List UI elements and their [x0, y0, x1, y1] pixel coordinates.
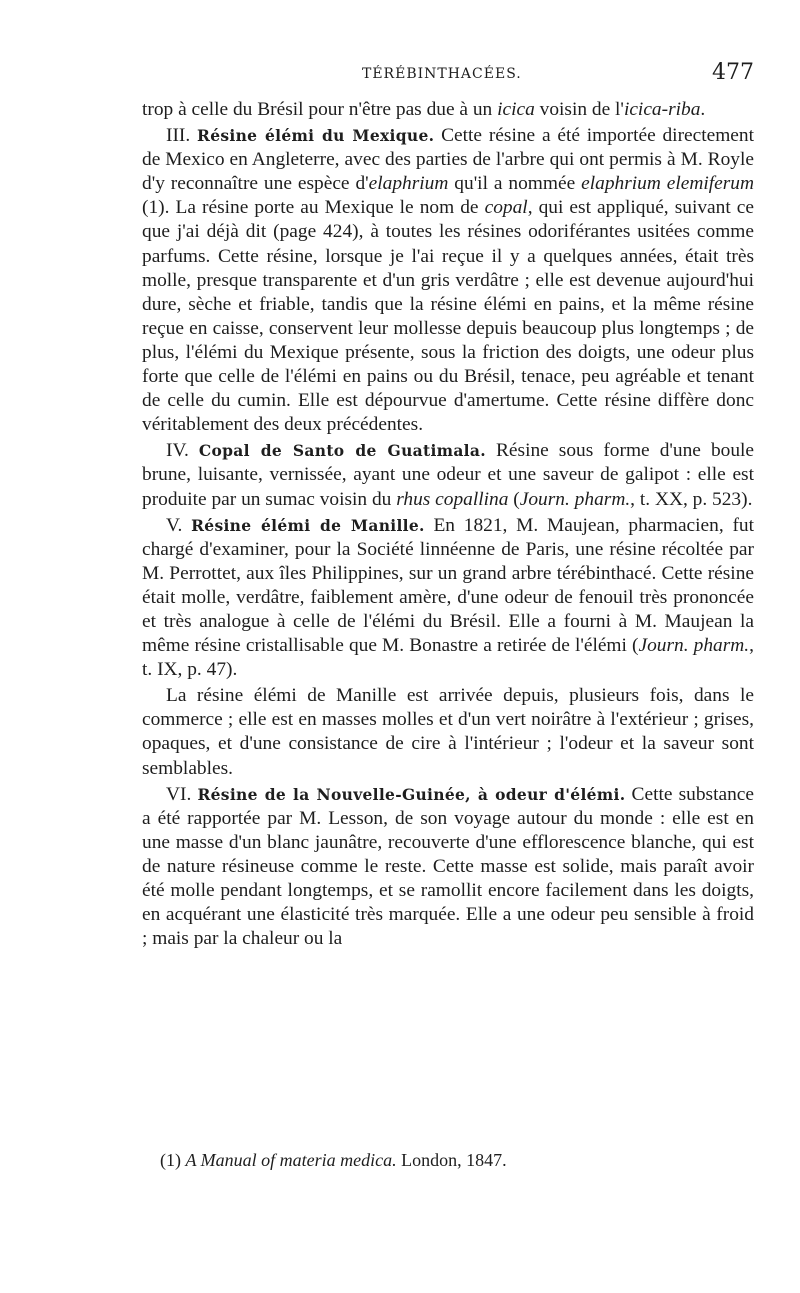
section-iii-elemi-mexique: III. Résine élémi du Mexique. Cette résine a été importée directement de Mexico en Angleterre, avec des parties de l'arbre qui ont permis à M. Royle d'y reconnaître une espèce d'elaphrium qu'il a nommée elaphrium elemiferum (1). La résine porte au Mexique le nom de copal, qui est appliqué, suivant ce que j'ai déjà dit (page 424), à toutes les résines odoriférantes usitées comme parfums. Cette résine, lorsque je l'ai reçue il y a quelques années, était très molle, presque transparente et d'un gris verdâtre ; elle est devenue aujourd'hui dure, sèche et friable, tandis que la résine élémi en pains, et la même résine reçue en caisse, conservent leur mollesse depuis beaucoup plus longtemps ; de plus, l'élémi du Mexique présente, sous la friction des doigts, une odeur plus forte que celle de l'élémi en pains ou du Brésil, tenace, peu agréable et tenant de celle du cumin. Elle est dépourvue d'amertume. Cette résine diffère donc véritablement des deux précédentes.	[142, 125, 754, 436]
page-number: 477	[712, 60, 754, 85]
paragraph-continuation: trop à celle du Brésil pour n'être pas due à un icica voisin de l'icica-riba.	[142, 99, 706, 120]
section-heading: Résine élémi de Manille.	[191, 515, 425, 535]
section-v-paragraph-2: La résine élémi de Manille est arrivée depuis, plusieurs fois, dans le commerce ; elle est en masses molles et d'un vert noirâtre à l'extérieur ; grises, opaques, et d'une consistance de cire à l'intérieur ; l'odeur et la saveur sont semblables.	[142, 685, 754, 779]
section-heading: Résine de la Nouvelle-Guinée, à odeur d'élémi.	[197, 784, 626, 804]
section-number: IV.	[166, 440, 199, 462]
section-v-elemi-manille: V. Résine élémi de Manille. En 1821, M. Maujean, pharmacien, fut chargé d'examiner, pour la Société linnéenne de Paris, une résine récoltée par M. Perrottet, aux îles Philippines, sur un grand arbre térébinthacé. Cette résine était molle, verdâtre, faiblement amère, d'une odeur de fenouil très prononcée et très analogue à celle de l'élémi du Brésil. Elle a fourni à M. Maujean la même résine cristallisable que M. Bonastre a retirée de l'élémi (Journ. pharm., t. IX, p. 47).	[142, 514, 754, 681]
section-number: VI.	[166, 783, 198, 805]
section-heading: Résine élémi du Mexique.	[197, 126, 435, 146]
footnote-book-title: A Manual of materia medica.	[185, 1150, 397, 1170]
book-page	[142, 58, 754, 953]
page-header	[142, 58, 754, 98]
section-vi-nouvelle-guinee: VI. Résine de la Nouvelle-Guinée, à odeur d'élémi. Cette substance a été rapportée par M. Lesson, de son voyage autour du monde : elle est en une masse d'un blanc jaunâtre, recouverte d'une efflorescence blanche, qui est de nature résineuse comme le reste. Cette masse est solide, mais paraît avoir été molle pendant longtemps, et se ramollit encore facilement dans les doigts, en acquérant une élasticité très marquée. Elle a une odeur peu sensible à froid ; mais par la chaleur ou la	[142, 783, 754, 950]
running-title: TÉRÉBINTHACÉES.	[362, 66, 522, 82]
section-number: V.	[166, 514, 192, 536]
section-heading: Copal de Santo de Guatimala.	[198, 441, 486, 461]
section-iv-copal-guatimala: IV. Copal de Santo de Guatimala. Résine sous forme d'une boule brune, luisante, vernissée, ayant une odeur et une saveur de galipot : elle est produite par un sumac voisin du rhus copallina (Journ. pharm., t. XX, p. 523).	[142, 440, 755, 510]
footnote: (1) A Manual of materia medica. London, 1847.	[160, 1150, 507, 1170]
section-number: III.	[166, 125, 198, 147]
